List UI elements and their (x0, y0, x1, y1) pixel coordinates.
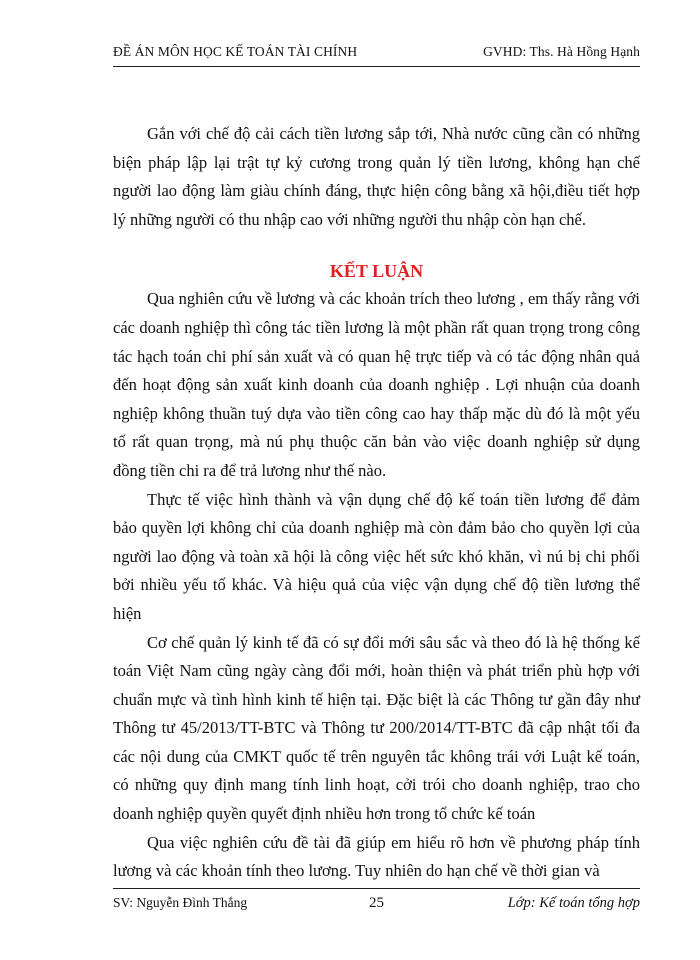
page-footer (113, 888, 640, 917)
header-course-title: ĐỀ ÁN MÔN HỌC KẾ TOÁN TÀI CHÍNH (113, 44, 358, 59)
intro-paragraph: Gắn với chế độ cải cách tiền lương sắp tới, Nhà nước cũng cần có những biện pháp lập lại trật tự kỷ cương trong quản lý tiền lương, không hạn chế người lao động làm giàu chính đáng, thực hiện công bằng xã hội,điều tiết hợp lý những người có thu nhập cao với những người thu nhập còn hạn chế. (113, 124, 640, 229)
page-body (113, 120, 640, 886)
page-header (113, 40, 640, 67)
conclusion-paragraph-3: Cơ chế quản lý kinh tế đã có sự đổi mới sâu sắc và theo đó là hệ thống kế toán Việt Nam cũng ngày càng đổi mới, hoàn thiện và phát triển phù hợp với chuẩn mực và tình hình kinh tế hiện tại. Đặc biệt là các Thông tư gần đây như Thông tư 45/2013/TT-BTC và Thông tư 200/2014/TT-BTC đã cập nhật tối đa các nội dung của CMKT quốc tế trên nguyên tắc không trái với Luật kế toán, có những quy định mang tính linh hoạt, cởi trói cho doanh nghiệp, trao cho doanh nghiệp quyền quyết định nhiều hơn trong tổ chức kế toán (113, 632, 640, 824)
conclusion-paragraph-2: Thực tế việc hình thành và vận dụng chế độ kế toán tiền lương để đảm bảo quyền lợi không chỉ của doanh nghiệp mà còn đảm bảo cho quyền lợi của người lao động và toàn xã hội là công việc hết sức khó khăn, vì nú bị chi phối bởi nhiều yếu tố khác. Và hiệu quả của việc vận dụng chế độ tiền lương thể hiện (113, 489, 640, 623)
footer-class: Lớp: Kế toán tổng hợp (507, 895, 640, 911)
page-number: 25 (369, 895, 384, 911)
conclusion-paragraph-4: Qua việc nghiên cứu đề tài đã giúp em hiểu rõ hơn về phương pháp tính lương và các khoản tính theo lương. Tuy nhiên do hạn chế về thời gian và (113, 832, 640, 881)
conclusion-paragraph-1: Qua nghiên cứu về lương và các khoản trích theo lương , em thấy rằng với các doanh nghiệp thì công tác tiền lương là một phần rất quan trọng trong công tác hạch toán chi phí sản xuất và có quan hệ trực tiếp và có tác động nhân quả đến hoạt động sản xuất kinh doanh của doanh nghiệp . Lợi nhuận của doanh nghiệp không thuần tuý dựa vào tiền công cao hay thấp mặc dù đó là một yếu tố rất quan trọng, mà nú phụ thuộc căn bản vào việc doanh nghiệp sử dụng đồng tiền chi ra để trả lương như thế nào. (113, 289, 640, 480)
section-title: KẾT LUẬN (329, 261, 424, 282)
header-supervisor: GVHD: Ths. Hà Hồng Hạnh (483, 44, 640, 59)
footer-student: SV: Nguyễn Đình Thắng (113, 895, 248, 910)
